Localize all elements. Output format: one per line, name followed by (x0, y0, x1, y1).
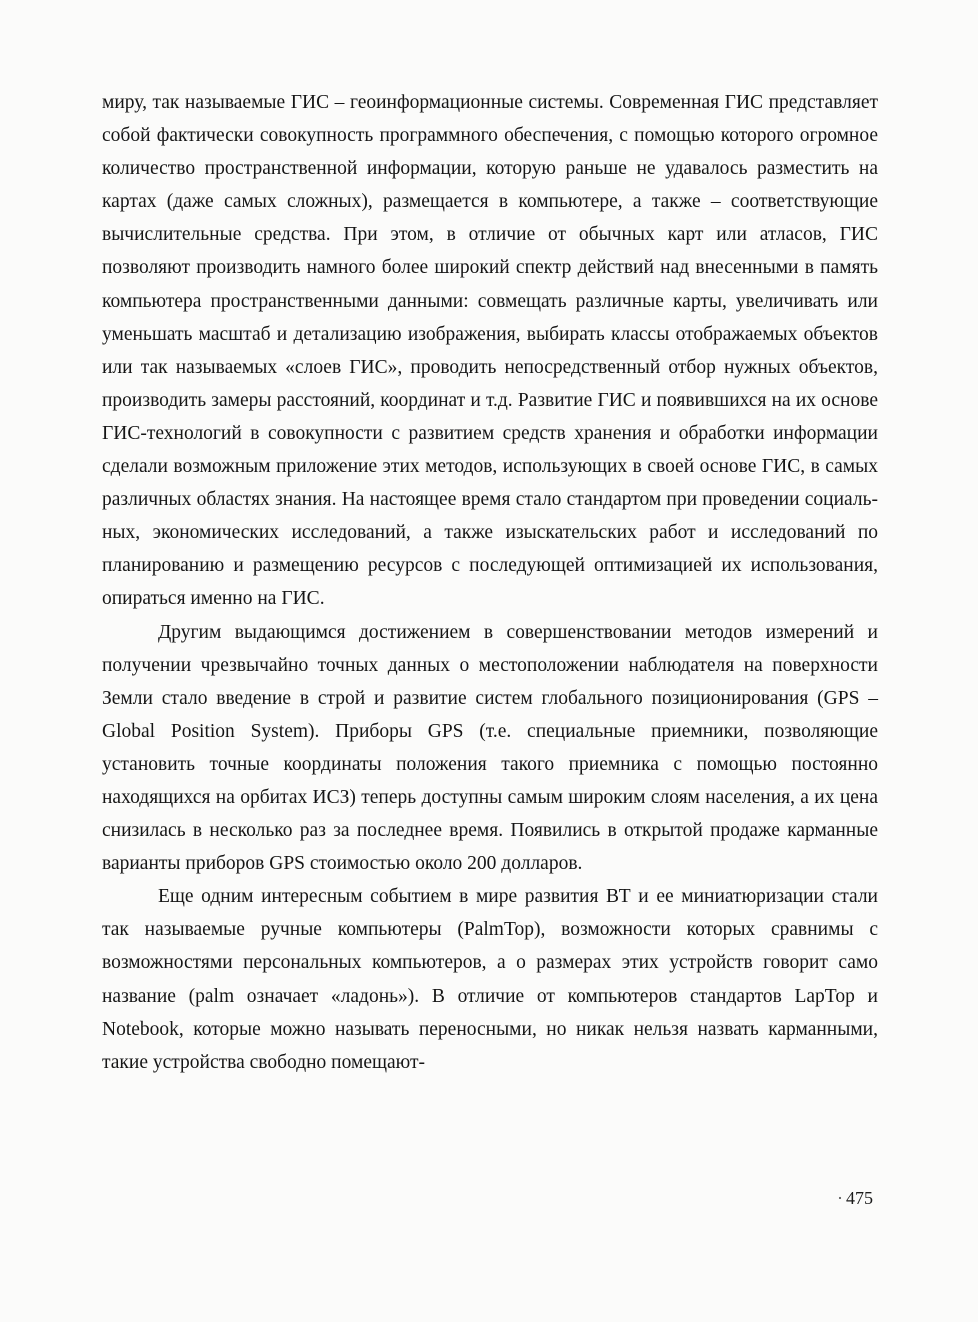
paragraph-palmtop: Еще одним интересным событием в мире развития ВТ и ее миниатюризации стали так называемые ручные компьютеры (PalmTop), возможности которых сравнимы с возможностями персональных компьютеров, а о размерах этих устройств говорит само название (palm означает «ладонь»). В отличие от компьютеров стандартов LapTop и Notebook, которые можно называть переносными, но никак нельзя назвать карманными, такие устройства свободно помещают- (102, 886, 878, 1073)
paragraph-gps: Другим выдающимся достижением в совершенствовании методов измерений и получении чрезвычайно точных данных о местоположении наблюдателя на поверхности Земли стало введение в строй и развитие систем глобального позиционирования (GPS – Global Position System). Приборы GPS (т.е. специальные приемники, позволяющие установить точные координаты положения такого приемника с помощью постоянно находящихся на орбитах ИСЗ) теперь доступны самым широким слоям населения, а их цена снизилась в несколько раз за последнее время. Появились в открытой продаже карманные варианты приборов GPS стоимостью около 200 долларов. (102, 621, 878, 875)
paragraph-gis: миру, так называемые ГИС – геоинформационные системы. Современная ГИС представляет собой фактически совокупность программного обеспечения, с помощью которого огромное количество пространственной информации, которую раньше не удавалось разместить на картах (даже самых сложных), размещается в компьютере, а также – соответствующие вычислительные средства. При этом, в отличие от обычных карт или атласов, ГИС позволяют производить намного более широкий спектр действий над внесенными в память компьютера пространственными данными: совмещать различные карты, увеличивать или уменьшать масштаб и детализацию изображения, выбирать классы отображаемых объектов или так называемых «слоев ГИС», проводить непосредственный отбор нужных объектов, производить замеры расстояний, координат и т.д. Развитие ГИС и появившихся на их основе ГИС-технологий в совокупности с развитием средств хранения и обработки информации сделали возможным приложение этих методов, использующих в своей основе ГИС, в самых различных областях знания. На настоящее время стало стандартом при проведении социальных, экономических исследований, а также изыскательских работ и исследований по планированию и размещению ресурсов с последующей оптимизацией их использования, опираться именно на ГИС. (102, 92, 878, 610)
page-number: · 475 (846, 1188, 873, 1209)
body-text (102, 86, 878, 1079)
